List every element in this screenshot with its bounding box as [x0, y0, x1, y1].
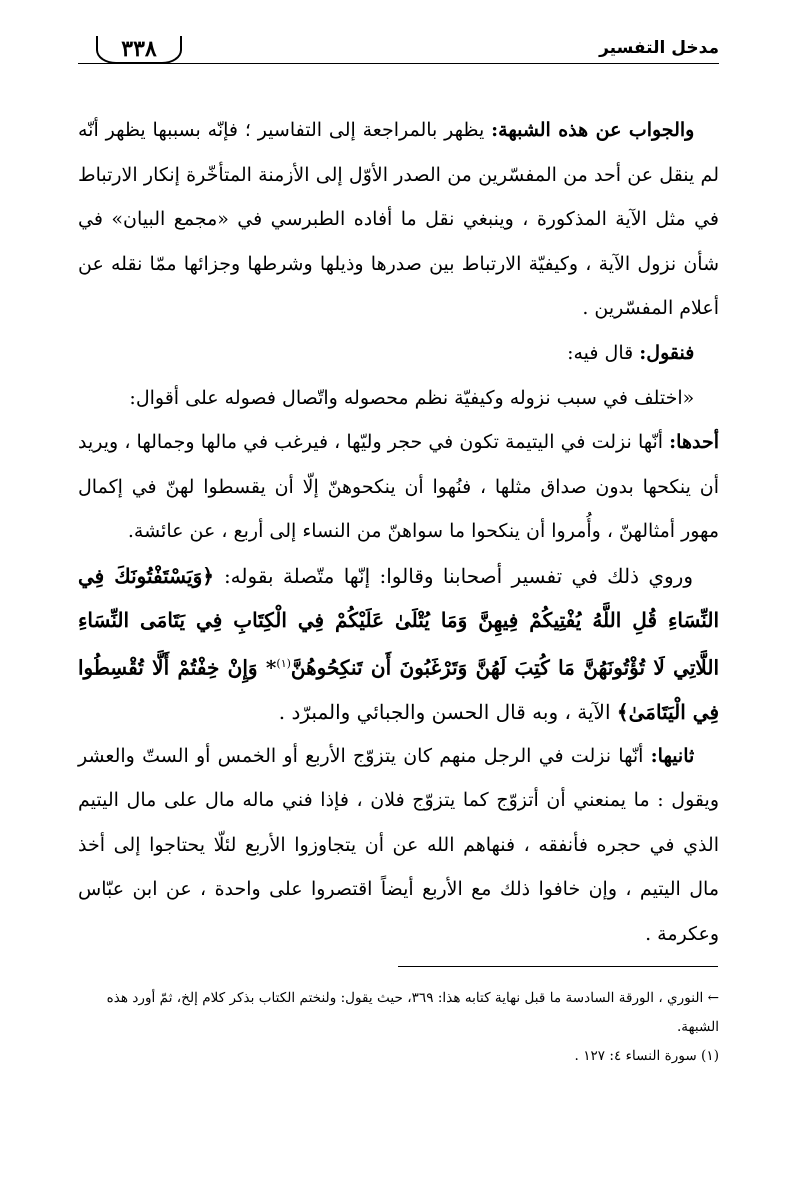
citation-intro: وروي ذلك في تفسير أصحابنا وقالوا: إنّها متّصلة بقوله:: [223, 563, 693, 588]
paragraph-first-opinion: [78, 420, 719, 554]
main-text: [78, 108, 719, 957]
footnotes: [78, 984, 719, 1071]
second-opinion-text: أنّها نزلت في الرجل منهم كان يتزوّج الأربع أو الخمس أو الستّ والعشر ويقول : ما يمنعني أن أتزوّج كما يتزوّج فلان ، فإذا فني ماله مال على مال اليتيم الذي في حجره فأنفقه ، فنهاهم الله عن أن يتجاوزوا الأربع لئلّا يحتاجوا إلى أخذ مال اليتيم ، وإن خافوا ذلك مع الأربع أيضاً اقتصروا على واحدة ، عن ابن عبّاس وعكرمة .: [78, 744, 719, 945]
page-number: ٣٣٨: [96, 36, 182, 64]
citation-tail: الآية ، وبه قال الحسن والجبائي والمبرّد .: [278, 699, 617, 724]
paragraph-answer: [78, 108, 719, 331]
paragraph-quote-intro: «اختلف في سبب نزوله وكيفيّة نظم محصوله واتّصال فصوله على أقوال:: [129, 386, 695, 409]
paragraph-we-say: [78, 331, 719, 376]
quran-verse: ﴿وَيَسْتَفْتُونَكَ فِي النِّسَاءِ قُلِ اللَّهُ يُفْتِيكُمْ فِيهِنَّ وَمَا يُتْلَىٰ عَلَيْكُمْ فِي الْكِتَابِ فِي يَتَامَى النِّسَاءِ اللَّاتِي لَا تُؤْتُونَهُنَّ مَا كُتِبَ لَهُنَّ وَتَرْغَبُونَ أَن تَنكِحُوهُنَّ: [78, 563, 719, 680]
answer-heading: والجواب عن هذه الشبهة:: [491, 119, 695, 141]
paragraph-second-opinion: [78, 734, 719, 957]
footnote-ref-1: (١): [276, 656, 291, 670]
header-rule: [78, 63, 719, 64]
we-say-heading: فنقول:: [639, 341, 695, 364]
running-title: مدخل التفسير: [599, 38, 719, 58]
second-opinion-heading: ثانيها:: [650, 744, 695, 767]
page-header: [78, 36, 719, 70]
first-opinion-heading: أحدها:: [669, 431, 719, 454]
answer-text: يظهر بالمراجعة إلى التفاسير ؛ فإنّه بسببها يظهر أنّه لم ينقل عن أحد من المفسّرين من الصدر الأوّل إلى الأزمنة المتأخّرة إنكار الارتباط في مثل الآية المذكورة ، وينبغي نقل ما أفاده الطبرسي في «مجمع البيان» في شأن نزول الآية ، وكيفيّة الارتباط بين صدرها وذيلها وشرطها وجزائها ممّا نقله عن أعلام المفسّرين .: [78, 119, 719, 320]
quran-verse-continued: * وَإِنْ خِفْتُمْ أَلَّا تُقْسِطُوا فِي الْيَتَامَىٰ﴾: [78, 655, 719, 724]
paragraph-quran-citation: [78, 554, 719, 734]
first-opinion-text: أنّها نزلت في اليتيمة تكون في حجر وليّها ، فيرغب في مالها وجمالها ، ويريد أن ينكحها بدون صداق مثلها ، فنُهوا أن ينكحوهنّ إلّا أن يقسطوا لهنّ في إكمال مهور أمثالهنّ ، وأُمروا أن ينكحوا ما سواهنّ من النساء إلى أربع ، عن عائشة.: [78, 431, 719, 543]
footnote-continued: ← النوري ، الورقة السادسة ما قبل نهاية كتابه هذا: ٣٦٩، حيث يقول: ولنختم الكتاب بذكر كلام إلخ، ثمّ أورد هذه الشبهة.: [106, 990, 719, 1035]
footnote-1: (١) سورة النساء ٤: ١٢٧ .: [574, 1048, 719, 1064]
footnote-separator: [398, 966, 718, 967]
we-say-text: قال فيه:: [567, 341, 640, 364]
